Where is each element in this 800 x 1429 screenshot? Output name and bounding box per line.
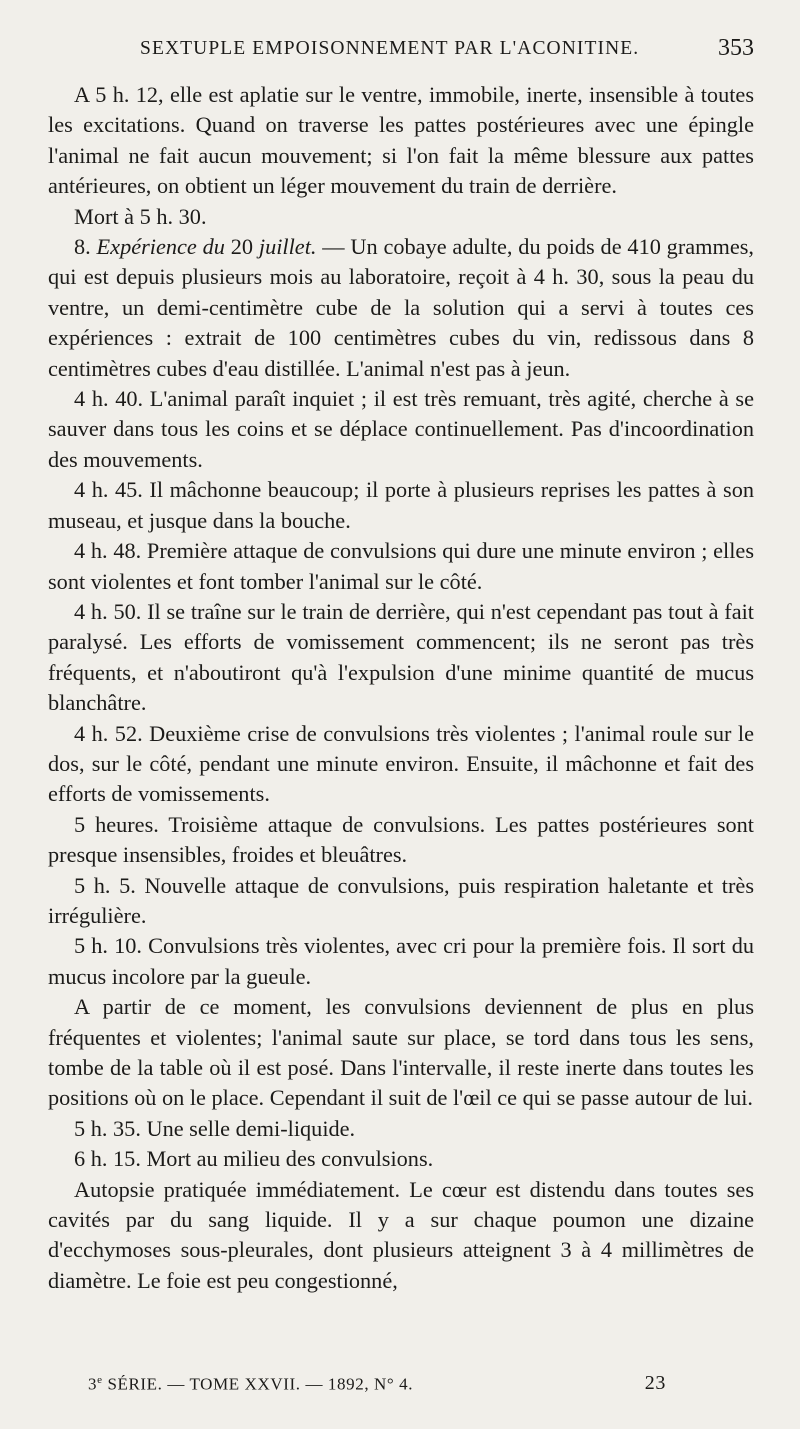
paragraph: A 5 h. 12, elle est aplatie sur le ventre, immobile, inerte, insensible à toutes les excitations. Quand on traverse les pattes postérieures avec une épingle l'animal ne fait aucun mouvement; si l'on fait la même blessure aux pattes antérieures, on obtient un léger mouvement du train de derrière. — [48, 82, 754, 199]
experiment-date: 20 — [224, 234, 259, 260]
series-info — [88, 1374, 413, 1395]
paragraph: A partir de ce moment, les convulsions deviennent de plus en plus fréquentes et violentes; l'animal saute sur place, se tord dans tous les sens, tombe de la table où il est posé. Dans l'intervalle, il reste inerte dans toutes les positions où on le place. Cependant il suit de l'œil ce qui se passe autour de lui. — [48, 994, 754, 1111]
paragraph: 5 h. 5. Nouvelle attaque de convulsions, puis respiration haletante et très irrégulière. — [48, 872, 754, 928]
experiment-month: juillet. — [258, 234, 317, 260]
paragraph: Autopsie pratiquée immédiatement. Le cœur est distendu dans toutes ses cavités par du sang liquide. Il y a sur chaque poumon une dizaine d'ecchymoses sous-pleurales, dont plusieurs atteignent 3 à 4 millimètres de diamètre. Le foie est peu congestionné, — [48, 1176, 754, 1293]
paragraph: 4 h. 48. Première attaque de convulsions qui dure une minute environ ; elles sont violentes et font tomber l'animal sur le côté. — [48, 538, 754, 594]
paragraph: 4 h. 52. Deuxième crise de convulsions très violentes ; l'animal roule sur le dos, sur le côté, pendant une minute environ. Ensuite, il mâchonne et fait des efforts de vomissements. — [48, 720, 754, 807]
paragraph: 5 heures. Troisième attaque de convulsions. Les pattes postérieures sont presque insensibles, froides et bleuâtres. — [48, 811, 754, 868]
signature-mark: 23 — [644, 1372, 666, 1394]
body-text — [48, 80, 754, 1296]
page-number: 353 — [718, 35, 754, 61]
paragraph: 6 h. 15. Mort au milieu des convulsions. — [74, 1146, 434, 1172]
experiment-text: — Un cobaye adulte, du poids de 410 grammes, qui est depuis plusieurs mois au laboratoire, reçoit à 4 h. 30, sous la peau du ventre, un demi-centimètre cube de la solution qui a servi à toutes ces expériences : extrait de 100 centimètres cubes du vin, redissous dans 8 centimètres cubes d'eau distillée. L'animal n'est pas à jeun. — [48, 234, 754, 381]
series-number: 3 — [88, 1374, 98, 1394]
page-header — [140, 35, 754, 68]
experiment-heading: Expérience du — [96, 234, 225, 260]
paragraph: 5 h. 35. Une selle demi-liquide. — [74, 1115, 356, 1141]
series-details: SÉRIE. — TOME XXVII. — 1892, N° 4. — [102, 1374, 414, 1394]
running-title: SEXTUPLE EMPOISONNEMENT PAR L'ACONITINE. — [140, 38, 640, 59]
page-footer — [88, 1374, 666, 1404]
experiment-paragraph — [48, 232, 754, 384]
paragraph: 4 h. 45. Il mâchonne beaucoup; il porte à plusieurs reprises les pattes à son museau, et jusque dans la bouche. — [48, 477, 754, 533]
experiment-number: 8. — [74, 234, 97, 260]
paragraph: 4 h. 50. Il se traîne sur le train de derrière, qui n'est cependant pas tout à fait paralysé. Les efforts de vomissement commencent; ils ne seront pas très fréquents, et n'aboutiront qu'à l'expulsion d'une minime quantité de mucus blanchâtre. — [48, 598, 754, 716]
paragraph: 5 h. 10. Convulsions très violentes, avec cri pour la première fois. Il sort du mucus incolore par la gueule. — [48, 933, 754, 989]
paragraph: 4 h. 40. L'animal paraît inquiet ; il est très remuant, très agité, cherche à se sauver dans tous les coins et se déplace continuellement. Pas d'incoordination des mouvements. — [48, 386, 754, 472]
series-superscript: e — [97, 1374, 103, 1386]
paragraph: Mort à 5 h. 30. — [74, 203, 207, 229]
